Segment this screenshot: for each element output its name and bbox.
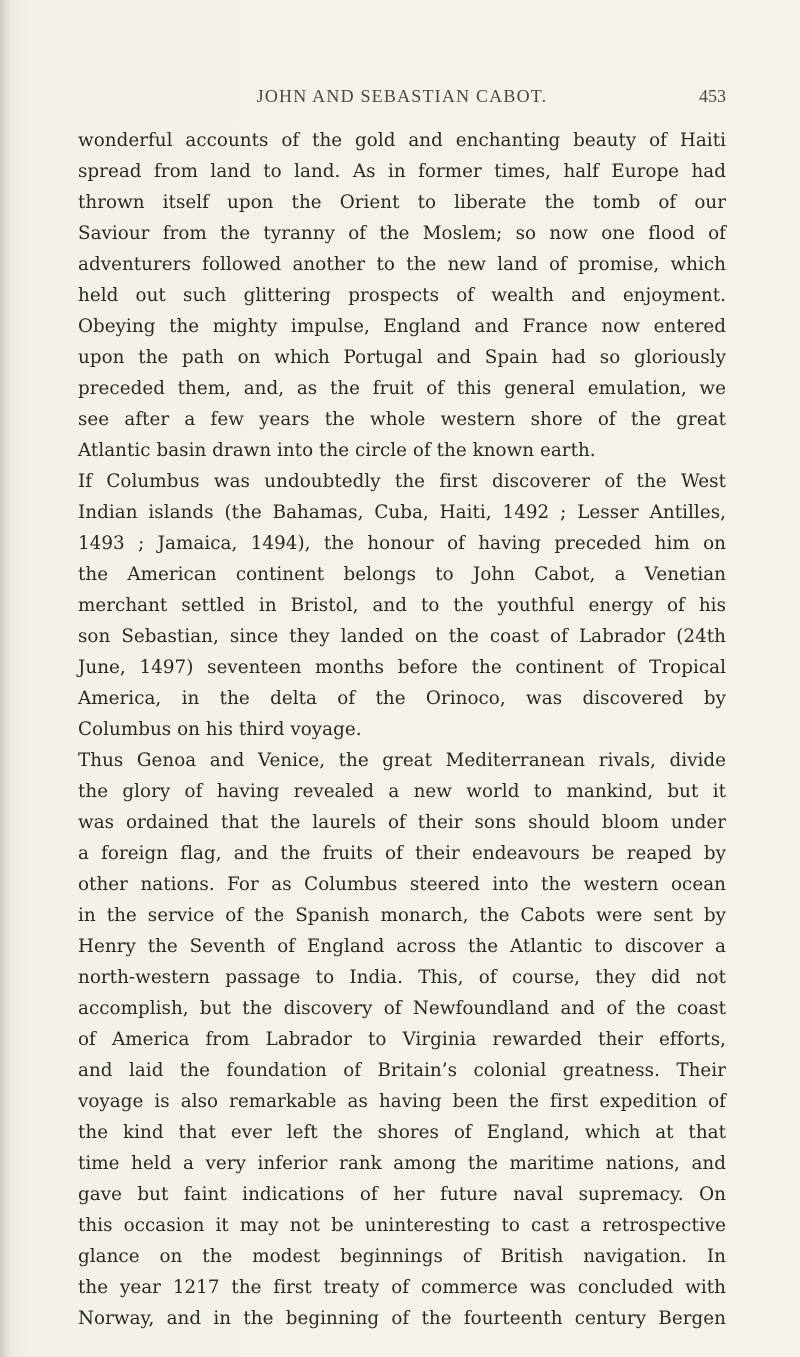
text-line: spread from land to land. As in former times, half Europe had bbox=[78, 161, 726, 182]
text-line: Atlantic basin drawn into the circle of the known earth. bbox=[78, 440, 596, 461]
text-line: gave but faint indications of her future naval supremacy. On bbox=[78, 1184, 726, 1205]
text-line: the American continent belongs to John Cabot, a Venetian bbox=[78, 564, 726, 585]
text-line: Thus Genoa and Venice, the great Mediterranean rivals, divide bbox=[78, 750, 726, 771]
text-line: son Sebastian, since they landed on the coast of Labrador (24th bbox=[78, 626, 726, 647]
running-head bbox=[78, 86, 726, 112]
text-line: this occasion it may not be uninteresting to cast a retrospective bbox=[78, 1215, 726, 1236]
running-title: JOHN AND SEBASTIAN CABOT. bbox=[256, 86, 548, 106]
text-line: adventurers followed another to the new land of promise, which bbox=[78, 254, 726, 275]
text-line: the glory of having revealed a new world to mankind, but it bbox=[78, 781, 726, 802]
text-line: Saviour from the tyranny of the Moslem; so now one flood of bbox=[78, 223, 726, 244]
text-line: north-western passage to India. This, of course, they did not bbox=[78, 967, 726, 988]
text-line: Henry the Seventh of England across the Atlantic to discover a bbox=[78, 936, 726, 957]
text-line: time held a very inferior rank among the maritime nations, and bbox=[78, 1153, 726, 1174]
text-line: 1493 ; Jamaica, 1494), the honour of having preceded him on bbox=[78, 533, 726, 554]
text-line: see after a few years the whole western shore of the great bbox=[78, 409, 726, 430]
text-line: of America from Labrador to Virginia rewarded their efforts, bbox=[78, 1029, 726, 1050]
body-text bbox=[78, 125, 726, 1334]
text-line: Indian islands (the Bahamas, Cuba, Haiti, 1492 ; Lesser Antilles, bbox=[78, 502, 726, 523]
text-line: in the service of the Spanish monarch, the Cabots were sent by bbox=[78, 905, 726, 926]
text-line: America, in the delta of the Orinoco, was discovered by bbox=[78, 688, 726, 709]
text-line: Obeying the mighty impulse, England and France now entered bbox=[78, 316, 726, 337]
text-line: If Columbus was undoubtedly the first discoverer of the West bbox=[78, 471, 726, 492]
text-line: and laid the foundation of Britain’s colonial greatness. Their bbox=[78, 1060, 726, 1081]
text-line: accomplish, but the discovery of Newfoundland and of the coast bbox=[78, 998, 726, 1019]
text-line: Columbus on his third voyage. bbox=[78, 719, 362, 740]
text-line: merchant settled in Bristol, and to the youthful energy of his bbox=[78, 595, 726, 616]
text-line: preceded them, and, as the fruit of this general emulation, we bbox=[78, 378, 726, 399]
text-line: voyage is also remarkable as having been the first expedition of bbox=[78, 1091, 726, 1112]
text-line: Norway, and in the beginning of the fourteenth century Bergen bbox=[78, 1308, 726, 1329]
text-line: thrown itself upon the Orient to liberate the tomb of our bbox=[78, 192, 726, 213]
text-line: other nations. For as Columbus steered into the western ocean bbox=[78, 874, 726, 895]
text-line: was ordained that the laurels of their sons should bloom under bbox=[78, 812, 726, 833]
text-line: the kind that ever left the shores of England, which at that bbox=[78, 1122, 726, 1143]
text-line: upon the path on which Portugal and Spain had so gloriously bbox=[78, 347, 726, 368]
spine-shadow bbox=[0, 0, 10, 1357]
text-line: glance on the modest beginnings of British navigation. In bbox=[78, 1246, 726, 1267]
page-number: 453 bbox=[699, 86, 726, 106]
text-line: the year 1217 the first treaty of commerce was concluded with bbox=[78, 1277, 726, 1298]
text-line: wonderful accounts of the gold and enchanting beauty of Haiti bbox=[78, 130, 726, 151]
text-line: a foreign flag, and the fruits of their endeavours be reaped by bbox=[78, 843, 726, 864]
text-line: June, 1497) seventeen months before the continent of Tropical bbox=[78, 657, 726, 678]
text-line: held out such glittering prospects of wealth and enjoyment. bbox=[78, 285, 726, 306]
